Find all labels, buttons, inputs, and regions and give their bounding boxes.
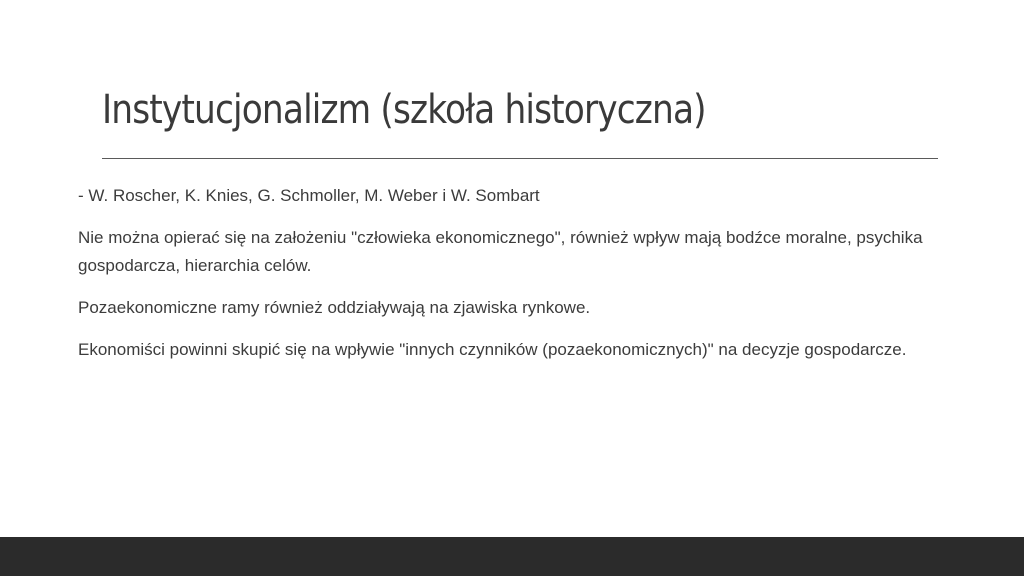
paragraph-non-economic-frames: Pozaekonomiczne ramy również oddziaływają na zjawiska rynkowe. (78, 298, 591, 317)
title-divider (102, 158, 938, 159)
footer-bar (0, 537, 1024, 576)
slide-title: Instytucjonalizm (szkoła historyczna) (102, 87, 706, 133)
paragraph-homo-economicus: Nie można opierać się na założeniu "człowieka ekonomicznego", również wpływ mają bodźce moralne, psychika gospodarcza, hierarchia celów. (78, 228, 923, 275)
paragraph-other-factors: Ekonomiści powinni skupić się na wpływie "innych czynników (pozaekonomicznych)" na decyzje gospodarcze. (78, 340, 907, 359)
authors-line: - W. Roscher, K. Knies, G. Schmoller, M. Weber i W. Sombart (78, 186, 540, 205)
slide-body (78, 182, 938, 378)
